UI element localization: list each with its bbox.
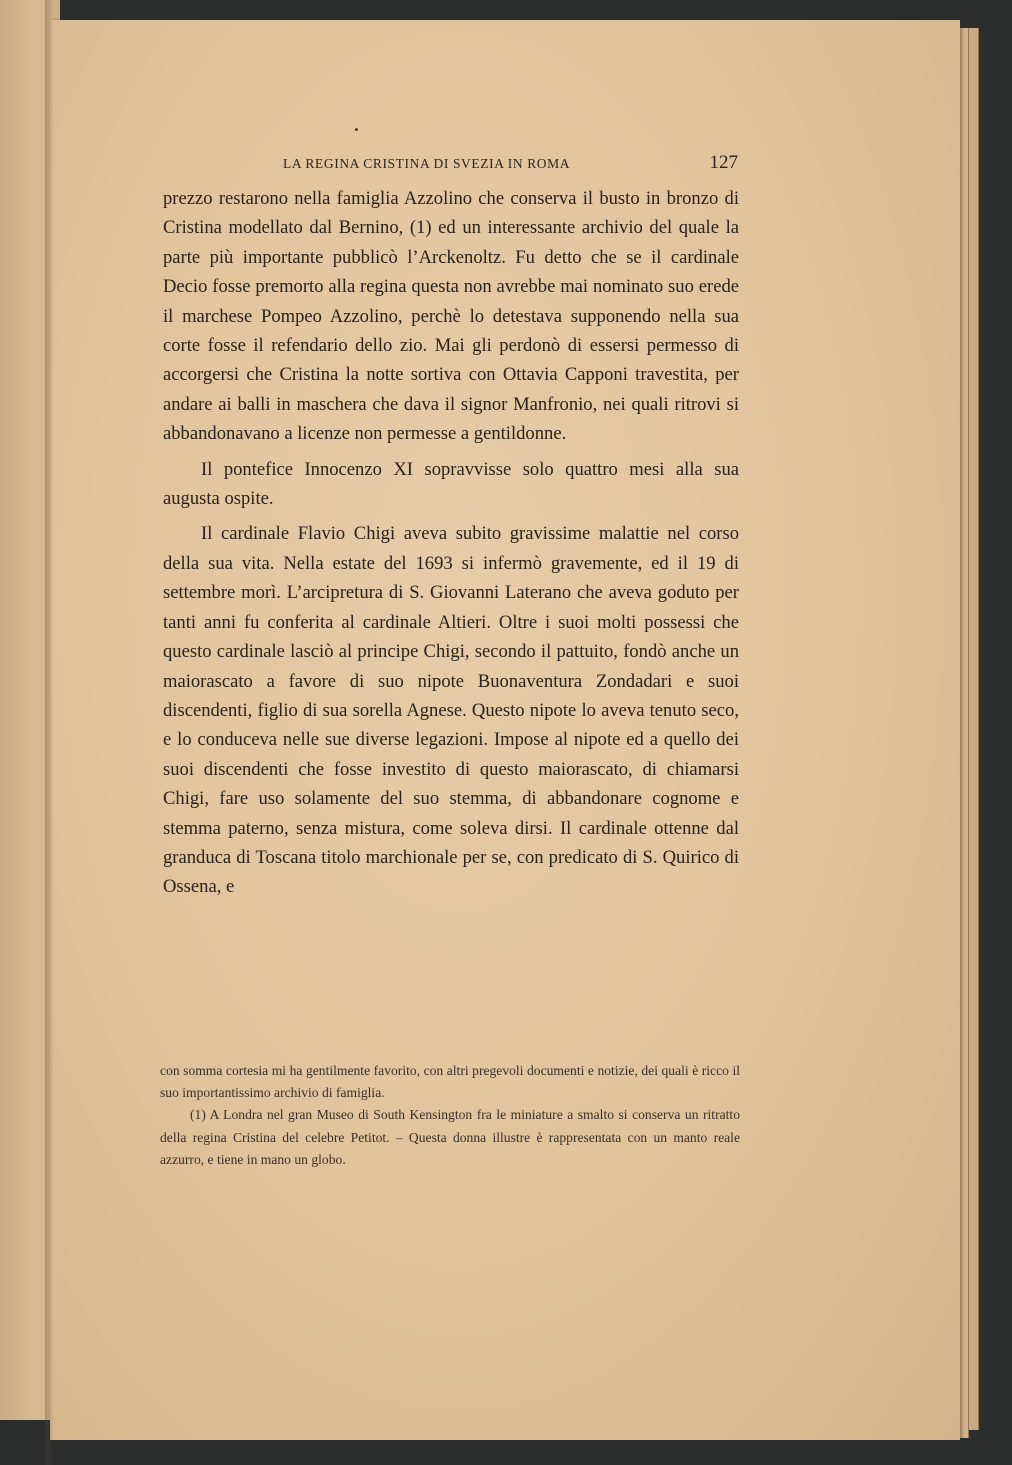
paragraph-2: Il pontefice Innocenzo XI sopravvisse solo quattro mesi alla sua augusta ospite. — [163, 458, 739, 510]
paragraph-3: Il cardinale Flavio Chigi aveva subito gravissime malattie nel corso della sua vita. Nella estate del 1693 si infermò gravemente, ed il 19 di settembre morì. L’arcipretura di S. Giovanni Laterano che aveva goduto per tanti anni fu conferita al cardinale Altieri. Oltre i suoi molti possessi che questo cardinale lasciò al principe Chigi, secondo il pattuito, fondò anche un maiorascato a favore di suo nipote Buonaventura Zondadari e suoi discendenti, figlio di sua sorella Agnese. Questo nipote lo aveva tenuto seco, e lo conduceva nelle sue diverse legazioni. Impose al nipote ed a quello dei suoi discendenti che fosse investito di questo maiorascato, di chiamarsi Chigi, fare uso solamente del suo stemma, di abbandonare cognome e stemma paterno, senza mistura, come soleva dirsi. Il cardinale ottenne dal granduca di Toscana titolo marchionale per se, con predicato di S. Quirico di Ossena, e — [163, 523, 739, 898]
footnote-1: (1) A Londra nel gran Museo di South Kensington fra le miniature a smalto si conserva un ritratto della regina Cristina del celebre Petitot. – Questa donna illustre è rappresentata con un manto reale azzurro, e tiene in mano un globo. — [160, 1107, 740, 1167]
ink-speck — [355, 128, 358, 131]
binding-gutter — [45, 0, 53, 1465]
body-text — [163, 184, 739, 902]
running-title: LA REGINA CRISTINA DI SVEZIA IN ROMA — [283, 156, 571, 171]
footnotes — [160, 1060, 740, 1171]
footnote-continuation: con somma cortesia mi ha gentilmente favorito, con altri pregevoli documenti e notizie, dei quali è ricco il suo importantissimo archivio di famiglia. — [160, 1063, 740, 1101]
paragraph-1: prezzo restarono nella famiglia Azzolino che conserva il busto in bronzo di Cristina modellato dal Bernino, (1) ed un interessante archivio del quale la parte più importante pubblicò l’Arckenoltz. Fu detto che se il cardinale Decio fosse premorto alla regina questa non avrebbe mai nominato suo erede il marchese Pompeo Azzolino, perchè lo detestava supponendo nella sua corte fosse il refendario dello zio. Mai gli perdonò di essersi permesso di accorgersi che Cristina la notte sortiva con Ottavia Capponi travestita, per andare ai balli in maschera che dava il signor Manfronio, nei quali ritrovi si abbandonavano a licenze non permesse a gentildonne. — [163, 188, 739, 445]
page-number: 127 — [709, 152, 738, 173]
running-head — [283, 152, 743, 176]
